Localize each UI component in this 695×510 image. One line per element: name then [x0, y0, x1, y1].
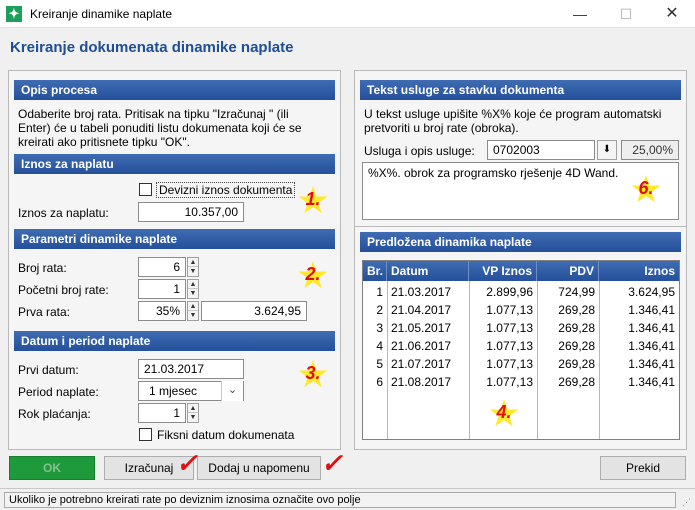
cell-iznos: 1.346,41: [628, 375, 675, 389]
status-text: Ukoliko je potrebno kreirati rate po deviznim iznosima označite ovo polje: [4, 492, 676, 508]
cell-br: 5: [376, 357, 383, 371]
prva-rata-label: Prva rata:: [18, 305, 71, 319]
col-iznos[interactable]: Iznos: [644, 264, 675, 278]
prvi-datum-label: Prvi datum:: [18, 363, 79, 377]
fiksni-checkbox[interactable]: [139, 428, 152, 441]
usluga-label: Usluga i opis usluge:: [364, 144, 475, 158]
cell-datum: 21.05.2017: [391, 321, 452, 335]
cell-pdv: 269,28: [558, 375, 595, 389]
section-datum: Datum i period naplate: [14, 331, 335, 351]
status-bar: [0, 488, 695, 510]
opis-line-2: Enter) će u tabeli ponuditi listu dokumenata koji će se: [18, 121, 302, 135]
marker-1-text: 1.: [305, 189, 321, 209]
usluga-pct-field: 25,00%: [621, 140, 679, 160]
cell-datum: 21.06.2017: [391, 339, 452, 353]
prva-rata-value-input[interactable]: 3.624,95: [201, 301, 307, 321]
table-row[interactable]: [363, 355, 679, 373]
table-row[interactable]: [363, 301, 679, 319]
cell-datum: 21.07.2017: [391, 357, 452, 371]
prvi-datum-input[interactable]: 21.03.2017: [138, 359, 244, 379]
devizni-label: [156, 182, 295, 198]
table-row[interactable]: [363, 337, 679, 355]
cell-br: 4: [376, 339, 383, 353]
cell-br: 2: [376, 303, 383, 317]
marker-6: [631, 175, 661, 205]
section-tekst: Tekst usluge za stavku dokumenta: [360, 80, 681, 100]
marker-3-text: 3.: [305, 363, 321, 383]
cell-vp-iznos: 1.077,13: [486, 375, 533, 389]
table-header: [363, 261, 679, 281]
cell-datum: 21.04.2017: [391, 303, 452, 317]
ok-button[interactable]: OK: [9, 456, 95, 480]
title-bar: [0, 0, 695, 28]
cell-vp-iznos: 1.077,13: [486, 357, 533, 371]
cell-pdv: 269,28: [558, 321, 595, 335]
col-vp-iznos[interactable]: VP Iznos: [469, 261, 537, 281]
marker-6-text: 6.: [638, 178, 654, 198]
devizni-checkbox[interactable]: [139, 183, 152, 196]
cell-iznos: 3.624,95: [628, 285, 675, 299]
marker-2: [298, 261, 328, 291]
broj-rata-spinner[interactable]: ▲ ▼: [187, 257, 199, 277]
period-dropdown-button[interactable]: [221, 381, 243, 401]
prva-rata-spinner[interactable]: ▲ ▼: [187, 301, 199, 321]
pocetni-label: Početni broj rate:: [18, 283, 109, 297]
cell-pdv: 724,99: [558, 285, 595, 299]
col-pdv[interactable]: PDV: [537, 261, 599, 281]
section-opis-procesa: Opis procesa: [14, 80, 335, 100]
rok-input[interactable]: 1: [138, 403, 186, 423]
tekst-line-2: pretvoriti u broj rate (obroka).: [364, 121, 519, 135]
period-select[interactable]: 1 mjesec: [138, 381, 244, 401]
izracunaj-button[interactable]: Izračunaj: [104, 456, 194, 480]
cell-vp-iznos: 2.899,96: [486, 285, 533, 299]
usluga-code-input[interactable]: 0702003: [487, 140, 595, 160]
close-button[interactable]: [649, 0, 695, 28]
table-row[interactable]: [363, 283, 679, 301]
marker-4: [489, 399, 519, 429]
resize-grip-icon[interactable]: ⋰: [682, 497, 691, 507]
dinamika-table[interactable]: [362, 260, 680, 440]
opis-line-3: kreirati ako pritisnete tipku "OK".: [18, 135, 190, 149]
tekst-line-1: U tekst usluge upišite %X% koje će program automatski: [364, 107, 662, 121]
dialog-header: [0, 28, 695, 64]
prva-rata-pct-input[interactable]: 35%: [138, 301, 186, 321]
cell-iznos: 1.346,41: [628, 303, 675, 317]
iznos-label: Iznos za naplatu:: [18, 206, 109, 220]
col-br[interactable]: Br.: [363, 261, 387, 281]
opis-line-1: Odaberite broj rata. Pritisak na tipku "Izračunaj " (ili: [18, 107, 289, 121]
marker-3: [298, 360, 328, 390]
cell-pdv: 269,28: [558, 303, 595, 317]
pocetni-spinner[interactable]: ▲ ▼: [187, 279, 199, 299]
cell-pdv: 269,28: [558, 339, 595, 353]
page-title: Kreiranje dokumenata dinamike naplate: [10, 39, 294, 56]
devizni-label-text: Devizni iznos dokumenta: [159, 183, 293, 197]
minimize-icon: —: [573, 6, 587, 22]
broj-rata-label: Broj rata:: [18, 261, 67, 275]
rok-label: Rok plaćanja:: [18, 407, 91, 421]
cell-vp-iznos: 1.077,13: [486, 321, 533, 335]
maximize-icon: ☐: [619, 6, 633, 22]
minimize-button[interactable]: [557, 0, 603, 28]
close-icon: ✕: [665, 5, 679, 22]
rok-spinner[interactable]: ▲ ▼: [187, 403, 199, 423]
period-label: Period naplate:: [18, 385, 99, 399]
section-iznos: Iznos za naplatu: [14, 154, 335, 174]
cell-iznos: 1.346,41: [628, 339, 675, 353]
cell-pdv: 269,28: [558, 357, 595, 371]
dodaj-napomenu-button[interactable]: Dodaj u napomenu: [197, 456, 321, 480]
table-row[interactable]: [363, 319, 679, 337]
marker-1: [298, 186, 328, 216]
fiksni-label: Fiksni datum dokumenata: [157, 428, 295, 442]
cell-vp-iznos: 1.077,13: [486, 339, 533, 353]
download-arrow-icon: ⬇: [602, 144, 612, 155]
col-datum[interactable]: Datum: [387, 261, 469, 281]
cell-vp-iznos: 1.077,13: [486, 303, 533, 317]
cell-iznos: 1.346,41: [628, 321, 675, 335]
opis-usluge-textarea[interactable]: %X%. obrok za programsko rješenje 4D Wand.: [362, 162, 679, 220]
checkmark-annotation-1: ✓: [176, 448, 198, 478]
app-icon: ✦: [6, 6, 22, 22]
broj-rata-input[interactable]: 6: [138, 257, 186, 277]
prekid-button[interactable]: Prekid: [600, 456, 686, 480]
checkmark-annotation-2: ✓: [321, 448, 343, 478]
cell-br: 3: [376, 321, 383, 335]
marker-2-text: 2.: [305, 264, 321, 284]
usluga-lookup-button[interactable]: [597, 140, 617, 160]
maximize-button[interactable]: [603, 0, 649, 28]
cell-br: 6: [376, 375, 383, 389]
section-predlozena: Predložena dinamika naplate: [360, 232, 681, 252]
table-row[interactable]: [363, 373, 679, 391]
pocetni-input[interactable]: 1: [138, 279, 186, 299]
cell-datum: 21.08.2017: [391, 375, 452, 389]
cell-br: 1: [376, 285, 383, 299]
marker-4-text: 4.: [496, 402, 512, 422]
chevron-down-icon: ⌄: [227, 384, 238, 396]
cell-iznos: 1.346,41: [628, 357, 675, 371]
window-title: Kreiranje dinamike naplate: [30, 7, 173, 21]
iznos-input[interactable]: 10.357,00: [138, 202, 244, 222]
section-parametri: Parametri dinamike naplate: [14, 229, 335, 249]
cell-datum: 21.03.2017: [391, 285, 452, 299]
